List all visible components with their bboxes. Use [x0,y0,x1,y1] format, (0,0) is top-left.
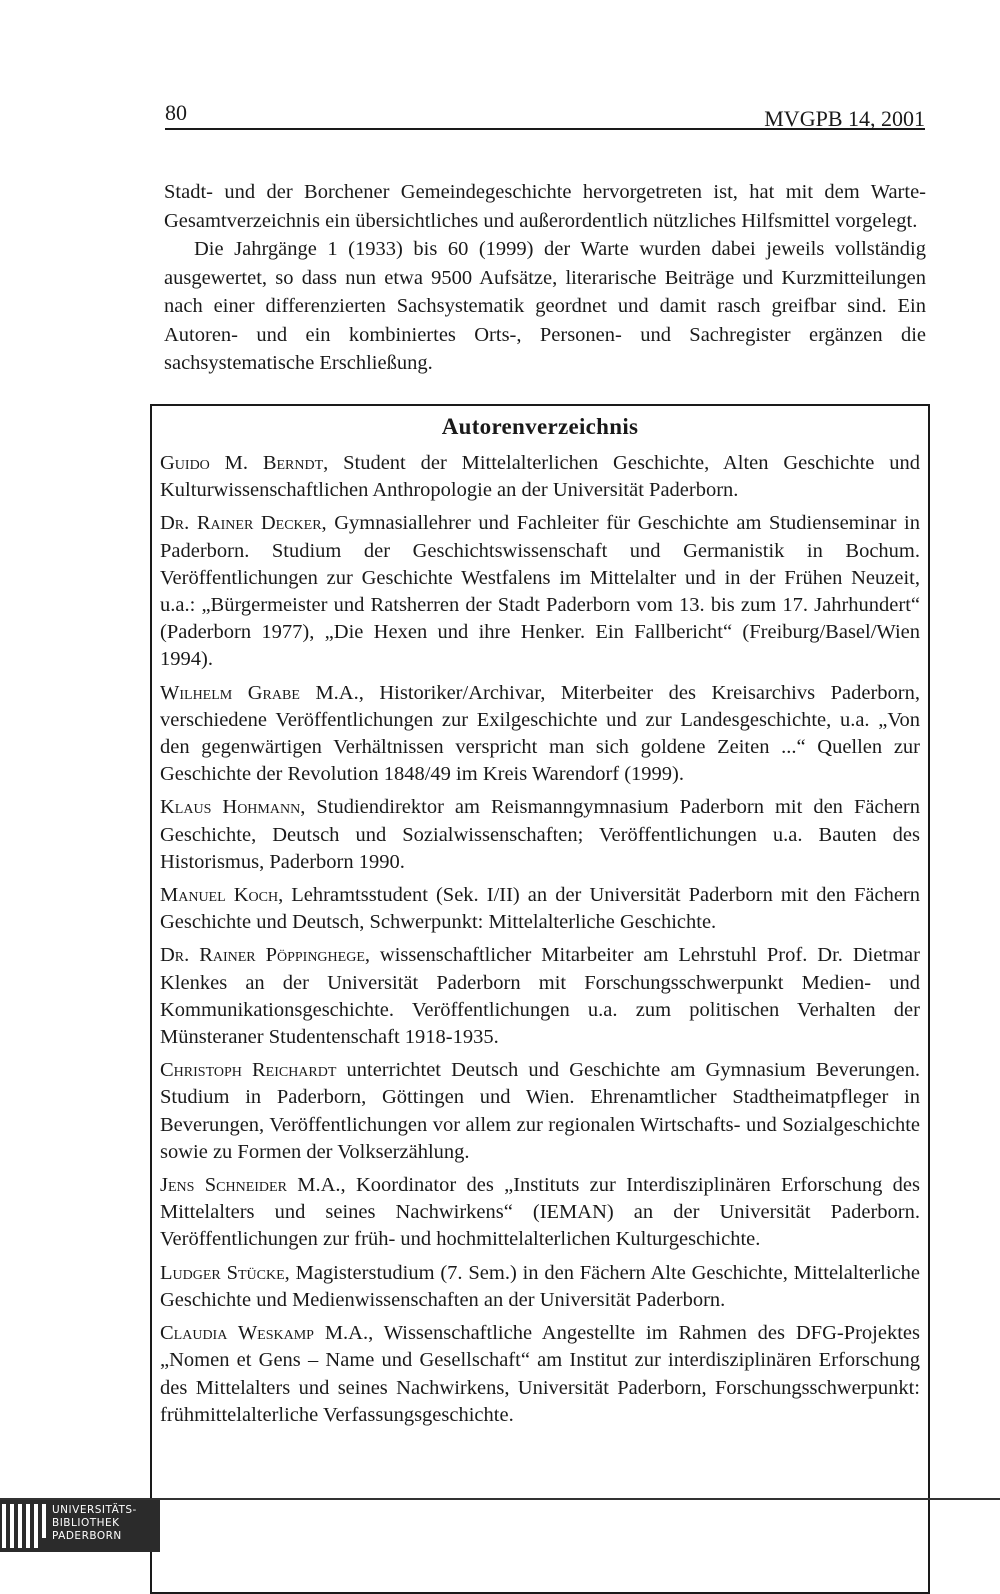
author-name: Christoph Reichardt [160,1059,337,1082]
library-logo-text [52,1504,137,1543]
intro-paragraph-2: Die Jahrgänge 1 (1933) bis 60 (1999) der Warte wurden dabei jeweils vollständig ausgewertet, so dass nun etwa 9500 Aufsätze, literarische Beiträge und Kurzmitteilungen nach einer differenzierten Sachsystematik geordnet und damit rasch greifbar sind. Ein Autoren- und ein kombiniertes Orts-, Personen- und Sachregister ergänzen die sachsystematische Erschließung. [164,238,926,374]
author-description: M.A., Wissenschaftliche Angestellte im Rahmen des DFG-Projektes „Nomen et Gens – Name und Gesellschaft“ am Institut zur interdisziplinären Erforschung des Mittelalters und seines Nachwirkens, Universität Paderborn, Forschungsschwerpunkt: frühmittelalterliche Verfassungsgeschichte. [160,1322,920,1426]
author-description: , Studiendirektor am Reismanngymnasium Paderborn mit den Fächern Geschichte, Deutsch und Sozialwissenschaften; Veröffentlichungen u.a. Bauten des Historismus, Paderborn 1990. [160,796,920,873]
author-name: Dr. Rainer Decker [160,512,322,535]
author-entry [160,510,920,673]
logo-line-1: UNIVERSITÄTS- [52,1504,137,1516]
author-name: Dr. Rainer Pöppinghege [160,944,365,967]
author-directory-title: Autorenverzeichnis [441,414,639,439]
author-description: M.A., Koordinator des „Instituts zur Interdisziplinären Erforschung des Mittelalters und seines Nachwirkens“ (IEMAN) an der Universität Paderborn. Veröffentlichungen zur früh- und hochmittelalterlichen Kulturgeschichte. [160,1174,920,1251]
author-entry [160,794,920,876]
author-description: , Gymnasiallehrer und Fachleiter für Geschichte am Studienseminar in Paderborn. Studium der Geschichtswissenschaft und Germanistik in Bochum. Veröffentlichungen zur Geschichte Westfalens im Mittelalter und in der Frühen Neuzeit, u.a.: „Bürgermeister und Ratsherren der Stadt Paderborn vom 13. bis zum 17. Jahrhundert“ (Paderborn 1977), „Die Hexen und ihre Henker. Ein Fallbericht“ (Freiburg/Basel/Wien 1994). [160,512,920,671]
barcode-icon [0,1504,48,1550]
author-description: , Magisterstudium (7. Sem.) in den Fächern Alte Geschichte, Mittelalterliche Geschichte und Medienwissenschaften an der Universität Paderborn. [160,1261,921,1311]
author-entry [160,1057,920,1166]
library-logo [0,1500,160,1552]
intro-paragraph-1: Stadt- und der Borchener Gemeindegeschichte hervorgetreten ist, hat mit dem Warte-Gesamtverzeichnis ein übersichtliches und außerordentlich nützliches Hilfsmittel vorgelegt. [164,181,926,232]
author-name: Claudia Weskamp [160,1322,314,1345]
author-description: unterrichtet Deutsch und Geschichte am Gymnasium Beverungen. Studium in Paderborn, Göttingen und Wien. Ehrenamtlicher Stadtheimatpfleger in Beverungen, Veröffentlichungen vor allem zur regionalen Wirtschafts- und Sozialgeschichte sowie zu Formen der Volkserzählung. [160,1059,920,1163]
author-entry [160,680,920,789]
logo-line-3: PADERBORN [52,1530,122,1542]
author-entry [160,1320,920,1429]
author-description: , Student der Mittelalterlichen Geschichte, Alten Geschichte und Kulturwissenschaftlichen Anthropologie an der Universität Paderborn. [160,452,920,502]
author-description: M.A., Historiker/Archivar, Miterbeiter des Kreisarchivs Paderborn, verschiedene Veröffentlichungen zur Exilgeschichte und zur Landesgeschichte, u.a. „Von den gegenwärtigen Verhältnissen verspricht man sich goldene Zeiten ...“ Quellen zur Geschichte der Revolution 1848/49 im Kreis Warendorf (1999). [160,681,920,786]
author-name: Wilhelm Grabe [160,681,300,704]
author-name: Jens Schneider [160,1174,287,1197]
header-rule [165,128,925,130]
author-name: Guido M. Berndt [160,452,324,474]
author-entry [160,1260,920,1314]
running-head: MVGPB 14, 2001 [764,106,925,131]
page-number: 80 [165,100,187,125]
author-name: Ludger Stücke [160,1261,285,1284]
page-header [165,100,925,136]
author-entry [160,1172,920,1254]
author-list [152,440,928,1429]
author-description: , Lehramtsstudent (Sek. I/II) an der Universität Paderborn mit den Fächern Geschichte und Deutsch, Schwerpunkt: Mittelalterliche Geschichte. [160,884,920,934]
author-entry [160,450,920,504]
author-name: Klaus Hohmann [160,796,301,819]
author-description: , wissenschaftlicher Mitarbeiter am Lehrstuhl Prof. Dr. Dietmar Klenkes an der Universität Paderborn mit Forschungsschwerpunkt Medien- und Kommunikationsgeschichte. Veröffentlichungen u.a. zum politischen Verhalten der Münsteraner Studentenschaft 1918-1935. [160,944,920,1049]
logo-line-2: BIBLIOTHEK [52,1517,120,1529]
author-directory-box [150,404,930,1594]
author-name: Manuel Koch [160,884,279,907]
author-entry [160,942,920,1051]
intro-text [164,178,926,378]
author-entry [160,882,920,936]
